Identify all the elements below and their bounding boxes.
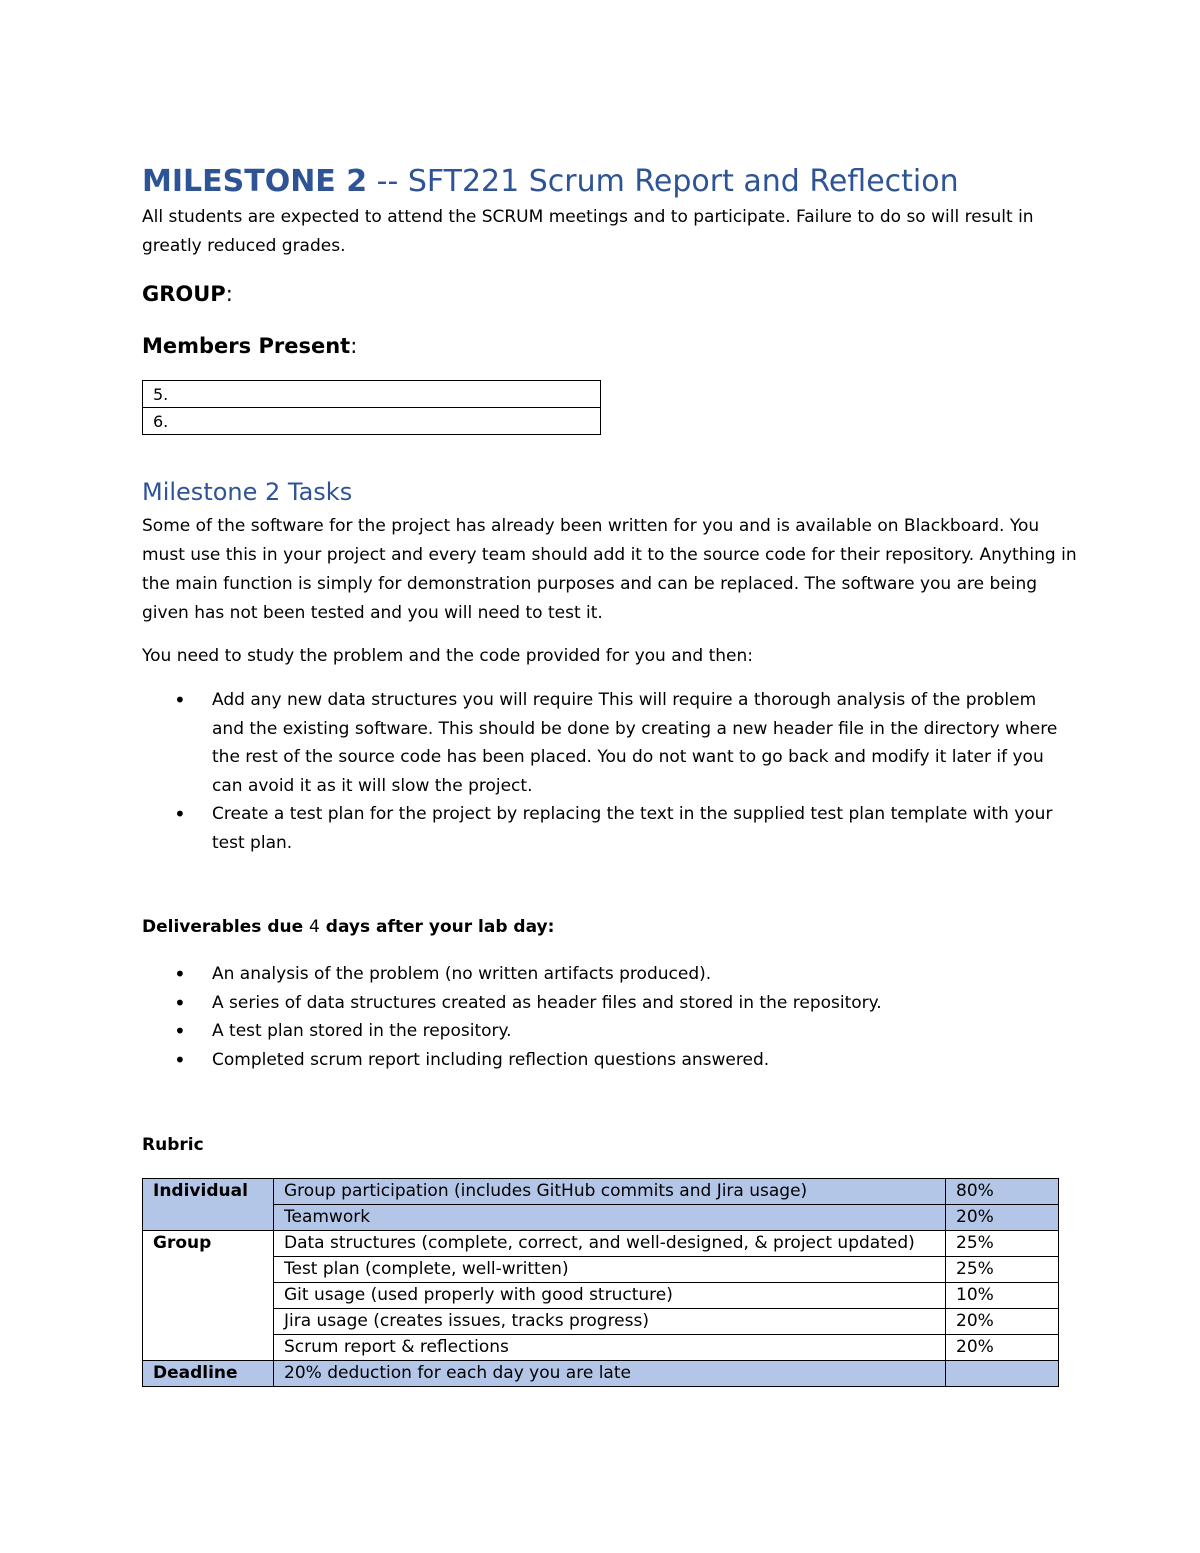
rubric-category-empty (143, 1205, 274, 1231)
rubric-desc: Data structures (complete, correct, and well-designed, & project updated) (274, 1231, 946, 1257)
rubric-pct (946, 1361, 1059, 1387)
tasks-paragraph-1: Some of the software for the project has already been written for you and is available on Blackboard. You must use this in your project and every team should add it to the source code for their repository. Anything in the main function is simply for demonstration purposes and can be replaced. The software you are being given has not been tested and you will need to test it. (142, 516, 1077, 623)
table-row (143, 1309, 1059, 1335)
rubric-pct: 25% (946, 1231, 1059, 1257)
rubric-category-empty (143, 1309, 274, 1335)
rubric-pct: 20% (946, 1205, 1059, 1231)
list-item: • An analysis of the problem (no written artifacts produced). (142, 960, 1062, 989)
rubric-desc: Jira usage (creates issues, tracks progress) (274, 1309, 946, 1335)
table-row (143, 1335, 1059, 1361)
table-row (143, 1361, 1059, 1387)
table-row (143, 1179, 1059, 1205)
table-row (143, 1257, 1059, 1283)
members-cell[interactable]: 5. (143, 381, 601, 408)
rubric-pct: 10% (946, 1283, 1059, 1309)
intro-paragraph: All students are expected to attend the SCRUM meetings and to participate. Failure to do so will result in greatly reduced grades. (142, 207, 1034, 256)
table-row (143, 1231, 1059, 1257)
rubric-desc: Group participation (includes GitHub commits and Jira usage) (274, 1179, 946, 1205)
task-list (142, 686, 1062, 857)
deliverables-list (142, 960, 1062, 1074)
members-table (142, 380, 601, 435)
rubric-category-empty (143, 1335, 274, 1361)
rubric-category-group: Group (143, 1231, 274, 1257)
rubric-pct: 20% (946, 1309, 1059, 1335)
rubric-desc: Teamwork (274, 1205, 946, 1231)
title-milestone: MILESTONE 2 (142, 164, 368, 199)
members-row (143, 408, 601, 435)
members-heading: Members Present: (142, 334, 358, 358)
list-item: • Create a test plan for the project by replacing the text in the supplied test plan template with your test plan. (142, 800, 1062, 857)
members-cell[interactable]: 6. (143, 408, 601, 435)
table-row (143, 1205, 1059, 1231)
tasks-heading: Milestone 2 Tasks (142, 478, 353, 506)
rubric-category-deadline: Deadline (143, 1361, 274, 1387)
tasks-paragraph-2: You need to study the problem and the code provided for you and then: (142, 646, 753, 666)
group-label: GROUP (142, 282, 226, 306)
list-item: • Add any new data structures you will require This will require a thorough analysis of the problem and the existing software. This should be done by creating a new header file in the directory where the rest of the source code has been placed. You do not want to go back and modify it later if you can avoid it as it will slow the project. (142, 686, 1062, 800)
members-row (143, 381, 601, 408)
deliverables-heading: Deliverables due 4 days after your lab day: (142, 917, 555, 937)
list-item: • A series of data structures created as header files and stored in the repository. (142, 989, 1062, 1018)
group-heading: GROUP: (142, 282, 233, 306)
table-row (143, 1283, 1059, 1309)
rubric-desc: Test plan (complete, well-written) (274, 1257, 946, 1283)
rubric-category-empty (143, 1283, 274, 1309)
rubric-desc: Scrum report & reflections (274, 1335, 946, 1361)
rubric-category-individual: Individual (143, 1179, 274, 1205)
members-label: Members Present (142, 334, 351, 358)
rubric-pct: 25% (946, 1257, 1059, 1283)
list-item: • A test plan stored in the repository. (142, 1017, 1062, 1046)
rubric-pct: 20% (946, 1335, 1059, 1361)
rubric-category-empty (143, 1257, 274, 1283)
rubric-desc: Git usage (used properly with good structure) (274, 1283, 946, 1309)
rubric-table (142, 1178, 1059, 1387)
rubric-desc: 20% deduction for each day you are late (274, 1361, 946, 1387)
title-subtitle: -- SFT221 Scrum Report and Reflection (367, 164, 959, 199)
page-title (142, 163, 959, 201)
rubric-pct: 80% (946, 1179, 1059, 1205)
rubric-heading: Rubric (142, 1135, 204, 1155)
list-item: • Completed scrum report including reflection questions answered. (142, 1046, 1062, 1075)
